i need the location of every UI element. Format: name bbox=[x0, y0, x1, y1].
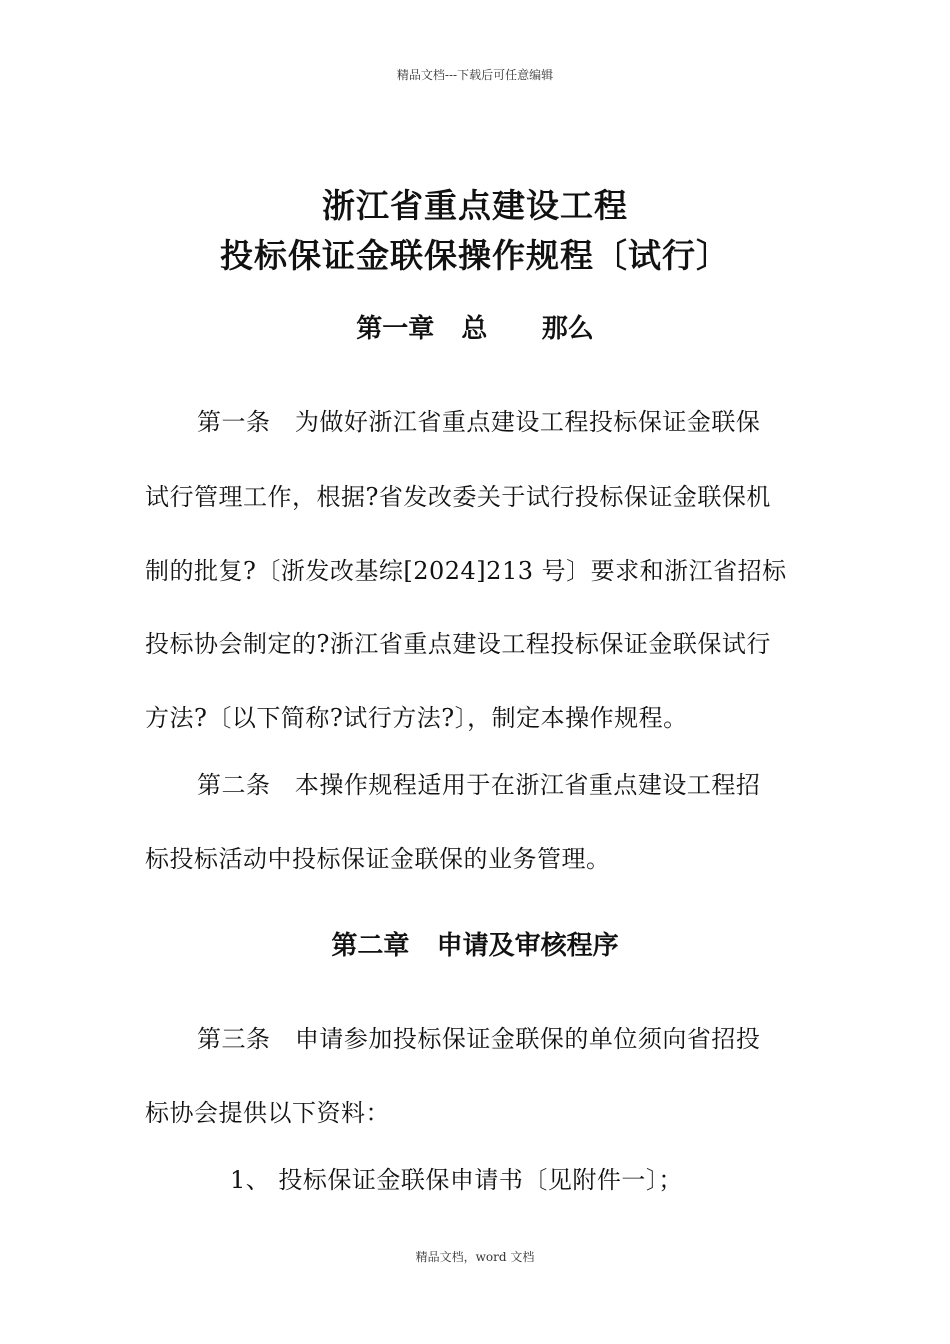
article-1-line: 方法?〔以下简称?试行方法?〕，制定本操作规程。 bbox=[145, 704, 688, 732]
article-2-line: 标投标活动中投标保证金联保的业务管理。 bbox=[145, 845, 611, 873]
article-1-line: 试行管理工作，根据?省发改委关于试行投标保证金联保机 bbox=[145, 483, 771, 511]
document-title-line2: 投标保证金联保操作规程〔试行〕 bbox=[220, 236, 730, 275]
chapter-2-heading: 第二章 申请及审核程序 bbox=[331, 931, 619, 961]
article-2-line: 第二条 本操作规程适用于在浙江省重点建设工程招 bbox=[197, 771, 761, 799]
document-header-note: 精品文档---下载后可任意编辑 bbox=[396, 68, 554, 82]
document-footer-note: 精品文档，word 文档 bbox=[415, 1250, 535, 1264]
article-1-line: 制的批复?〔浙发改基综[2024]213 号〕要求和浙江省招标 bbox=[145, 557, 787, 585]
article-1-line: 投标协会制定的?浙江省重点建设工程投标保证金联保试行 bbox=[145, 630, 771, 658]
article-3-line: 第三条 申请参加投标保证金联保的单位须向省招投 bbox=[197, 1025, 761, 1053]
article-1-line: 第一条 为做好浙江省重点建设工程投标保证金联保 bbox=[197, 408, 761, 436]
article-3-line: 标协会提供以下资料： bbox=[145, 1099, 390, 1127]
document-title-line1: 浙江省重点建设工程 bbox=[322, 186, 628, 225]
list-item: 1、 投标保证金联保申请书〔见附件一〕； bbox=[230, 1166, 683, 1194]
chapter-1-heading: 第一章 总 那么 bbox=[356, 314, 594, 344]
